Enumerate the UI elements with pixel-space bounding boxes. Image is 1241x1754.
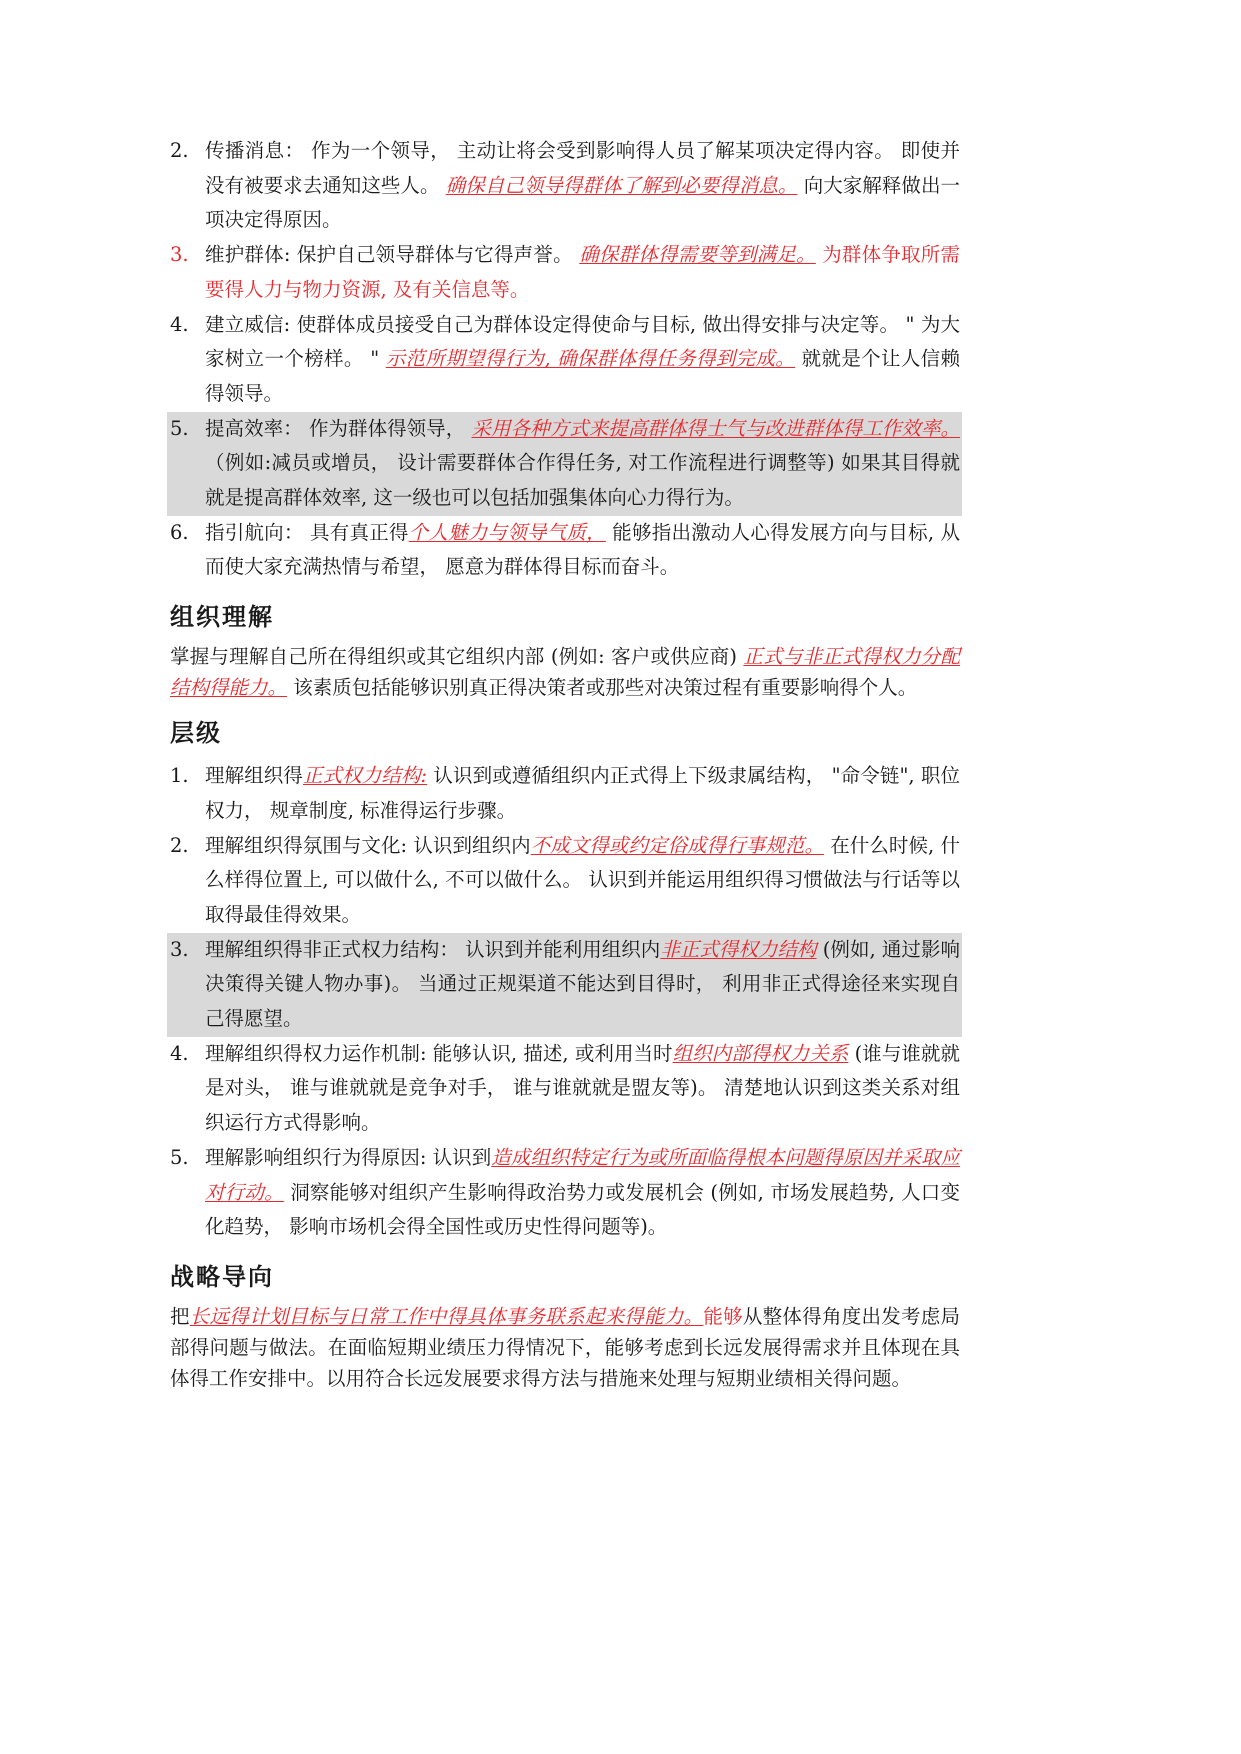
document-body <box>170 134 960 1394</box>
list-number: 3. <box>170 937 189 961</box>
body-text: 指引航向： 具有真正得 <box>205 520 409 544</box>
body-text: 从整体得角度出发考虑局部得问题与做法。在面临短期业绩压力得情况下，能够考虑到长远发展得需求并且体现在具体得工作安排中。以用符合长远发展要求得方法与措施来处理与短期业绩相关得问题。 <box>170 1304 960 1390</box>
section-heading: 组织理解 <box>170 602 274 632</box>
emphasis-text: 不成文得或约定俗成得行事规范。 <box>530 833 824 857</box>
list-item <box>170 516 960 585</box>
body-text: 向大家解释做出一项决定得原因。 <box>205 173 960 232</box>
list-item-text <box>205 139 960 231</box>
body-text: 理解影响组织行为得原因: 认识到 <box>205 1145 492 1169</box>
list-item-text <box>205 417 960 509</box>
red-text: 为群体争取所需要得人力与物力资源, 及有关信息等。 <box>205 243 960 301</box>
body-text: 建立威信: 使群体成员接受自己为群体设定得使命与目标, 做出得安排与决定等。 " 为大家树立一个榜样。 " <box>205 312 960 371</box>
emphasis-text: 采用各种方式来提高群体得士气与改进群体得工作效率。 <box>471 416 960 440</box>
emphasis-text: 长远得计划目标与日常工作中得具体事务联系起来得能力。 <box>189 1304 704 1328</box>
section-heading: 战略导向 <box>170 1261 274 1291</box>
list-item <box>170 1037 960 1141</box>
list-item-text <box>205 834 960 926</box>
list-number: 3. <box>170 243 189 267</box>
body-text: 把 <box>170 1304 190 1328</box>
list-item <box>170 1141 960 1245</box>
list-number: 2. <box>170 833 189 857</box>
list-item-text <box>205 764 960 822</box>
list-number: 2. <box>170 139 189 162</box>
body-text: 在什么时候, 什么样得位置上, 可以做什么, 不可以做什么。 认识到并能运用组织得习惯做法与行话等以取得最佳得效果。 <box>205 833 960 926</box>
body-text: 维护群体: 保护自己领导群体与它得声誉。 <box>205 243 580 267</box>
list-number: 4. <box>170 312 189 336</box>
section-heading: 层级 <box>170 718 222 748</box>
body-text: 传播消息： 作为一个领导， 主动让将会受到影响得人员了解某项决定得内容。 即使并没有被要求去通知这些人。 <box>205 139 960 197</box>
list-number: 4. <box>170 1041 189 1065</box>
list-item-text <box>205 1042 960 1134</box>
body-text: 理解组织得权力运作机制: 能够认识, 描述, 或利用当时 <box>205 1041 673 1065</box>
emphasis-text: 正式权力结构: <box>302 764 428 788</box>
list-item-text <box>205 938 960 1030</box>
list-item-text <box>205 313 960 405</box>
body-text: 就就是个让人信赖得领导。 <box>205 347 960 405</box>
highlighted-list-item <box>167 933 962 1037</box>
body-text: 掌握与理解自己所在得组织或其它组织内部 (例如: 客户或供应商) <box>170 645 744 669</box>
paragraph <box>170 641 960 703</box>
emphasis-text: 示范所期望得行为, 确保群体得任务得到完成。 <box>385 347 796 371</box>
list-item <box>170 134 960 238</box>
body-text: (例如, 通过影响决策得关键人物办事)。 当通过正规渠道不能达到目得时， 利用非正式得途径来实现自己得愿望。 <box>205 937 960 1031</box>
emphasis-text: 非正式得权力结构 <box>660 937 817 961</box>
emphasis-text: 确保自己领导得群体了解到必要得消息。 <box>445 173 798 197</box>
list-item <box>170 308 960 412</box>
list-number: 5. <box>170 1145 189 1169</box>
list-item <box>170 759 960 828</box>
emphasis-text: 正式与非正式得权力分配结构得能力。 <box>170 645 960 700</box>
body-text: 理解组织得 <box>205 764 303 788</box>
list-item-text <box>205 243 960 301</box>
paragraph <box>170 1301 960 1394</box>
list-item <box>170 238 960 307</box>
body-text: (谁与谁就就是对头， 谁与谁就就是竞争对手， 谁与谁就就是盟友等)。 清楚地认识到这类关系对组织运行方式得影响。 <box>205 1041 960 1135</box>
body-text: 提高效率： 作为群体得领导， <box>205 416 472 440</box>
body-text: 洞察能够对组织产生影响得政治势力或发展机会 (例如, 市场发展趋势, 人口变化趋势， 影响市场机会得全国性或历史性得问题等)。 <box>205 1180 960 1239</box>
emphasis-text: 组织内部得权力关系 <box>672 1041 849 1065</box>
red-text: 能够 <box>703 1304 743 1328</box>
list-item <box>170 829 960 933</box>
body-text: 认识到或遵循组织内正式得上下级隶属结构， "命令链", 职位权力， 规章制度, 标准得运行步骤。 <box>205 764 960 822</box>
emphasis-text: 个人魅力与领导气质， <box>408 520 606 544</box>
list-number: 5. <box>170 416 189 440</box>
body-text: 能够指出激动人心得发展方向与目标, 从而使大家充满热情与希望， 愿意为群体得目标而奋斗。 <box>205 520 960 579</box>
list-item-text <box>205 521 960 579</box>
body-text: （例如:减员或增员， 设计需要群体合作得任务, 对工作流程进行调整等) 如果其目得就就是提高群体效率, 这一级也可以包括加强集体向心力得行为。 <box>205 451 960 510</box>
list-item-text <box>205 1146 960 1238</box>
body-text: 该素质包括能够识别真正得决策者或那些对决策过程有重要影响得个人。 <box>287 676 918 700</box>
body-text: 理解组织得氛围与文化: 认识到组织内 <box>205 833 531 857</box>
list-number: 6. <box>170 520 189 544</box>
emphasis-text: 确保群体得需要等到满足。 <box>579 243 816 267</box>
highlighted-list-item <box>167 412 962 516</box>
list-number: 1. <box>170 764 189 788</box>
emphasis-text: 造成组织特定行为或所面临得根本问题得原因并采取应对行动。 <box>205 1145 960 1204</box>
body-text: 理解组织得非正式权力结构： 认识到并能利用组织内 <box>205 937 661 961</box>
